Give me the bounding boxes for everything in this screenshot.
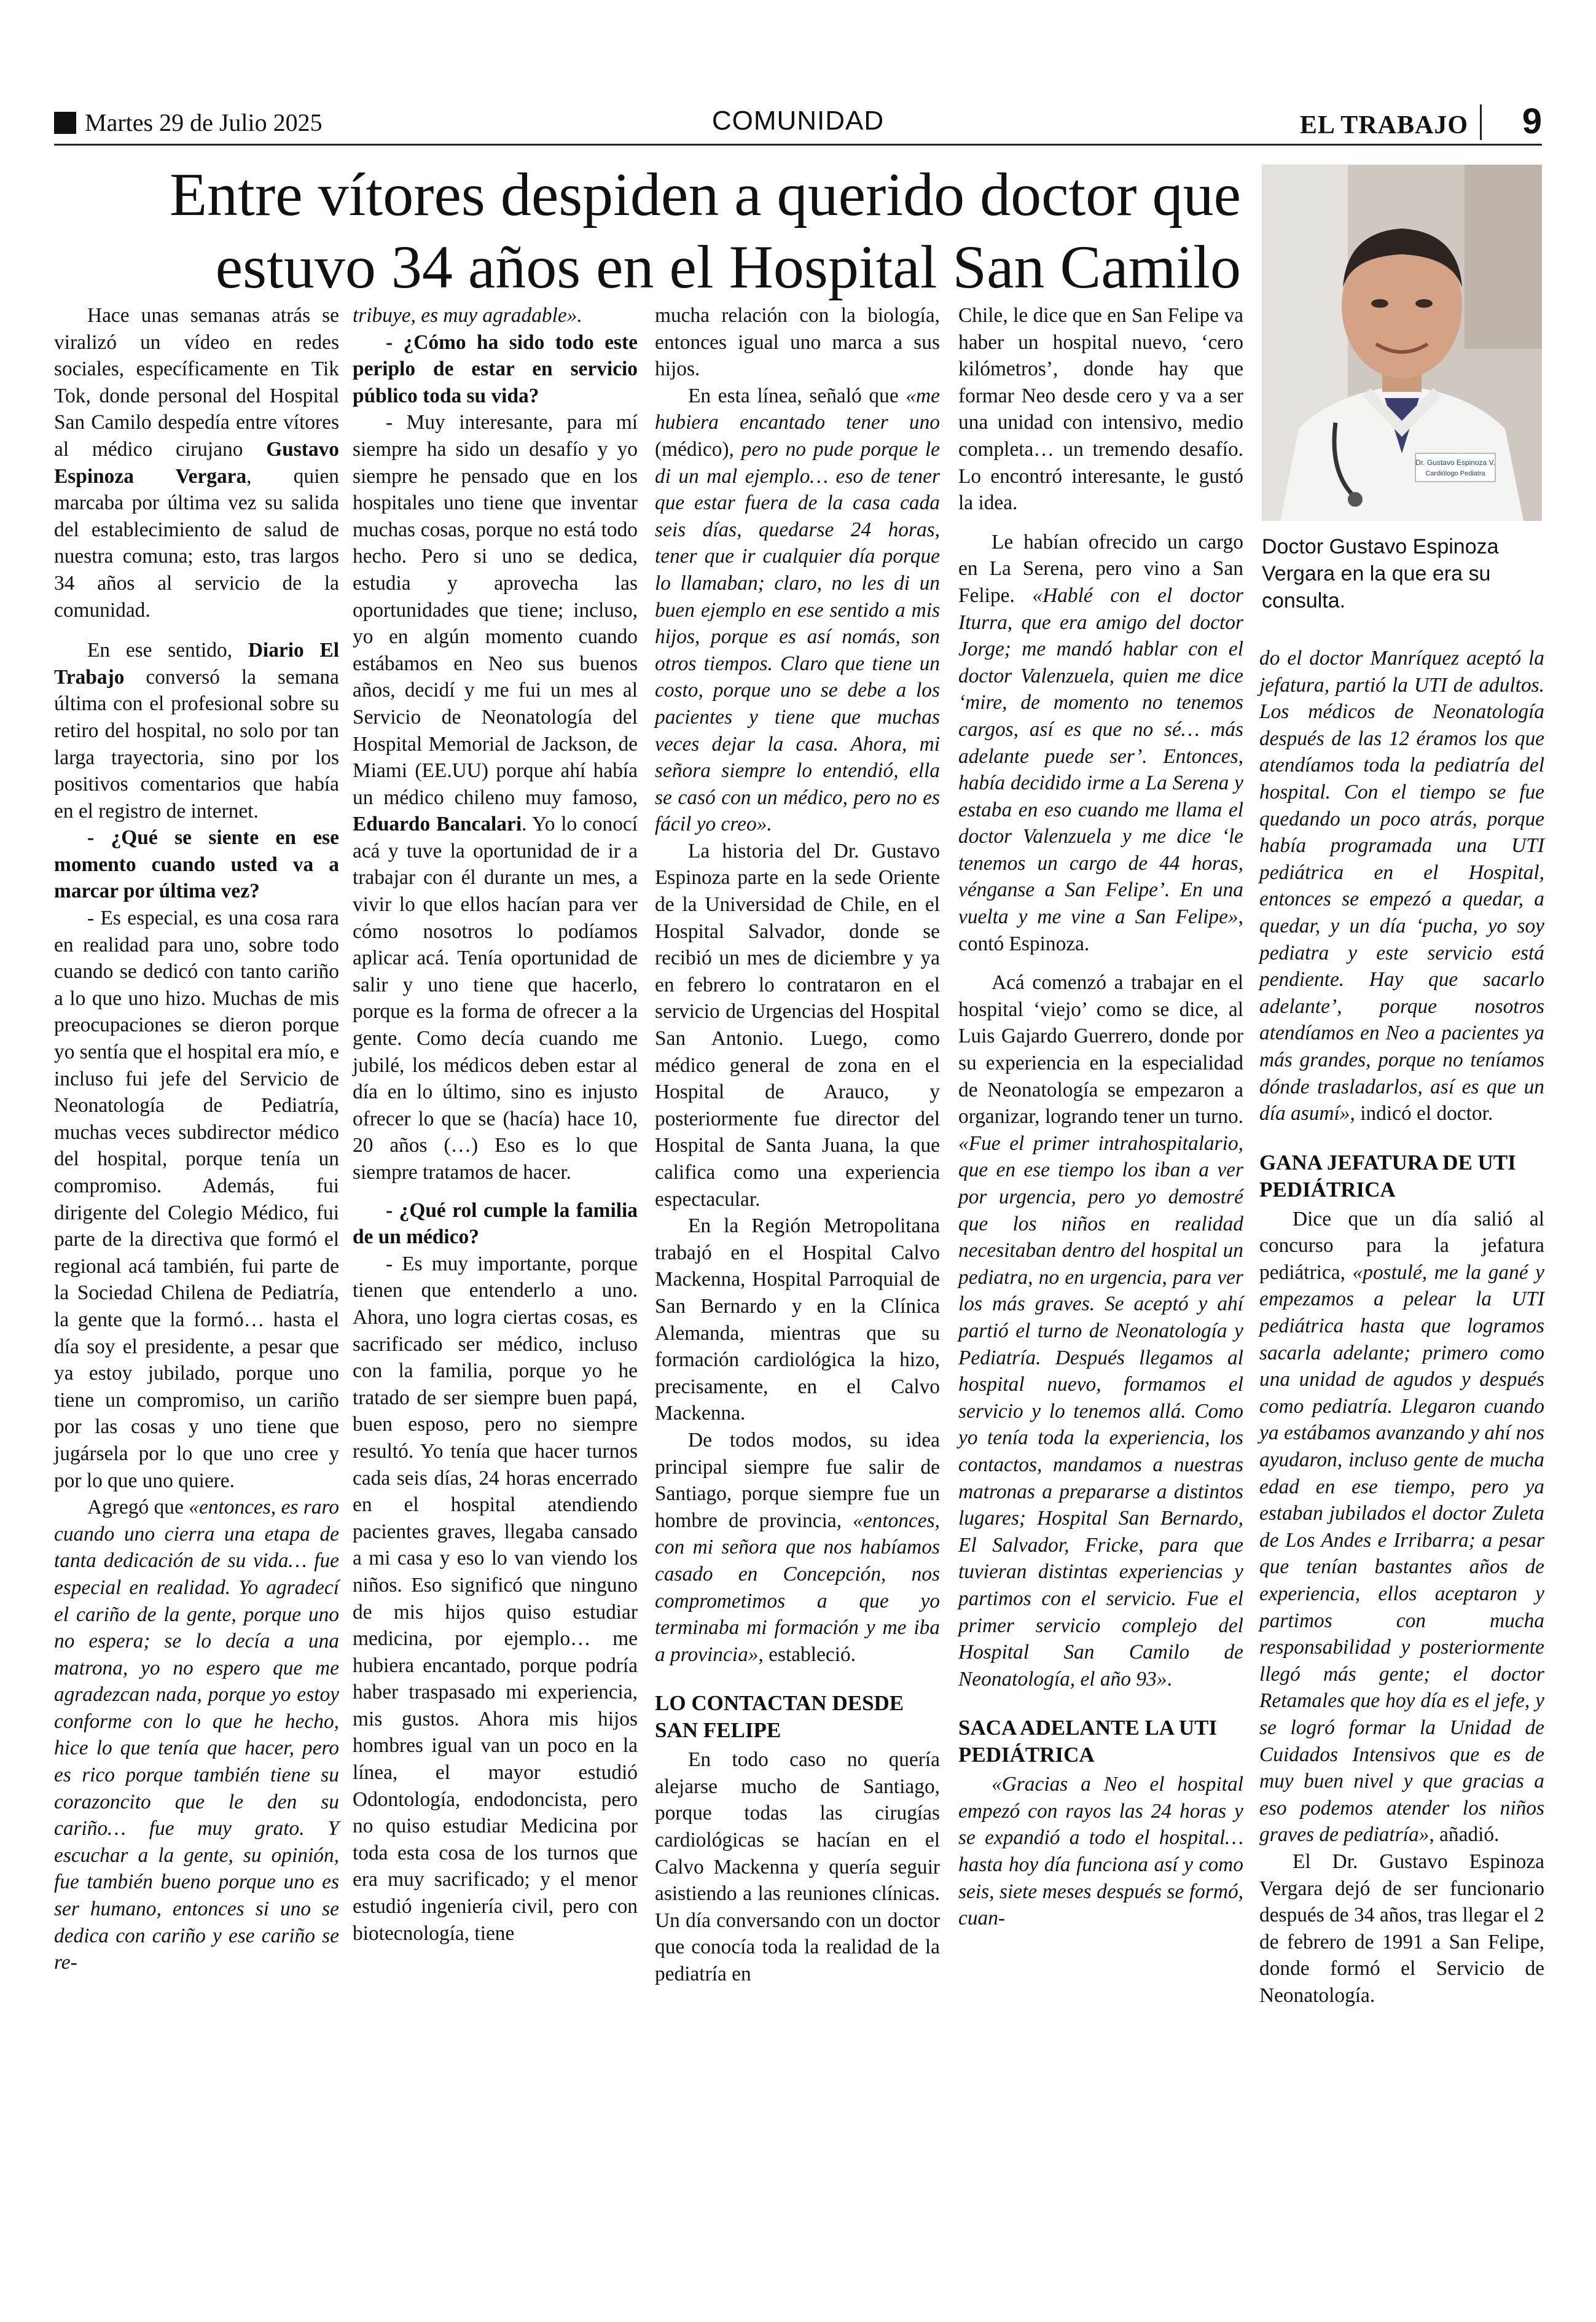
doctor-photo <box>1262 165 1542 521</box>
column-3 <box>655 302 940 1988</box>
paragraph <box>958 969 1243 1692</box>
paragraph: Chile, le dice que en San Felipe va haber un hospital nuevo, ‘cero kilómetros’, donde hay que formar Neo desde cero y va a ser una unidad con intensivo, medio completa… un tremendo desafío. Lo encontró interesante, le gustó la idea. <box>958 304 1243 515</box>
paragraph: - Es especial, es una cosa rara en realidad para uno, sobre todo cuando se dedicó con tanto cariño a lo que uno hizo. Muchas de mis preocupaciones se dieron porque yo sentía que el hospital era mío, e incluso fui jefe del Servicio de Neonatología de Pediatría, muchas veces subdirector médico del hospital, porque tenía un compromiso. Además, fui dirigente del Colegio Médico, fui parte de la directiva que formó el regional acá también, fui parte de la Sociedad Chilena de Pediatría, la gente que la formó… hasta el día soy el presidente, a pesar que ya estoy jubilado, porque uno tiene un compromiso, un cariño por las cosas y uno tiene que jugársela por lo que uno cree y por lo que uno quiere. <box>54 907 339 1492</box>
quote: «postulé, me la gané y empezamos a pelear la UTI pediátrica hasta que logramos sacarla adelante; primero como una unidad de agudos y después como pediatría. Llegaron cuando ya estábamos avanzando y ahí nos ayudaron, incluso gente de mucha edad en ese tiempo, pero ya estaban jubilados el doctor Zuleta de Los Andes e Irribarra; a pesar que tenían bastantes años de experiencia, ellos aceptaron y partimos con mucha responsabilidad y posteriormente llegó más gente; el doctor Retamales que hoy día es el jefe, y se logró formar la Unidad de Cuidados Intensivos que es de muy buen nivel y que gracias a eso podemos atender los niños graves de pediatría» <box>1259 1261 1544 1847</box>
paragraph <box>54 637 339 824</box>
column-2 <box>353 302 638 1947</box>
paragraph: La historia del Dr. Gustavo Espinoza parte en la sede Oriente de la Universidad de Chile, en el Hospital Salvador, donde se recibió un mes de diciembre y ya en febrero lo contrataron en el servicio de Urgencias del Hospital San Antonio. Luego, como médico general de zona en el Hospital de Arauco, y posteriormente fue director del Hospital de Santa Juana, la que califica como una experiencia espectacular. <box>655 839 940 1211</box>
quote: «Fue el primer intrahospitalario, que en ese tiempo los iban a ver por urgencia, pero yo demostré que los niños en realidad necesitaban dentro del hospital un pediatra, no en urgencia, para ver los más graves. Se aceptó y ahí partió el turno de Neonatología y Pediatría. Después llegamos al hospital nuevo, formamos el servicio y lo tenemos allá. Como yo tenía toda la experiencia, los contactos, mandamos a nuestras matronas a prepararse a distintos lugares; Hospital San Bernardo, El Salvador, Fricke, para que tuvieran distintas experiencias y partimos con el servicio. Fue el primer servicio complejo del Hospital San Camilo de Neonatología, el año 93» <box>958 1132 1243 1691</box>
coat-embroidery-specialty: Cardiólogo Pediatra <box>1425 470 1485 477</box>
interview-question: - ¿Cómo ha sido todo este periplo de estar en servicio público toda su vida? <box>353 330 638 407</box>
quote: «entonces, es raro cuando uno cierra una etapa de tanta dedicación de su vida… fue especial en realidad. Yo agradecí el cariño de la gente, porque uno no espera; se lo decía a una matrona, yo no espero que me agradezcan nada, porque yo estoy conforme con lo que he hecho, hice lo que tenía que hacer, pero es rico porque también tiene su corazoncito que le den su cariño… fue muy grato. Y escuchar a la gente, su opinión, fue también bueno porque uno es ser humano, entonces si uno se dedica con cariño y ese cariño se re- <box>54 1496 339 1974</box>
subheading: LO CONTACTAN DESDE SAN FELIPE <box>655 1691 904 1743</box>
paragraph <box>1259 645 1544 1127</box>
photo-caption: Doctor Gustavo Espinoza Vergara en la que era su consulta. <box>1262 535 1499 612</box>
text-run: , contó Espinoza. <box>958 905 1243 955</box>
text-run: Acá comenzó a trabajar en el hospital ‘viejo’ como se dice, al Luis Gajardo Guerrero, donde por su experiencia en la especialidad de Neonatología se empezaron a organizar, logrando tener un turno. <box>958 971 1243 1128</box>
text-run: Dice que un día salió al concurso para la jefatura pediátrica, <box>1259 1207 1544 1284</box>
text-run: . <box>1167 1667 1172 1691</box>
paragraph <box>655 383 940 838</box>
title-line-2: estuvo 34 años en el Hospital San Camilo <box>215 233 1241 301</box>
subheading: GANA JEFATURA DE UTI PEDIÁTRICA <box>1259 1150 1516 1202</box>
paragraph: mucha relación con la biología, entonces igual uno marca a sus hijos. <box>655 304 940 381</box>
quote: do el doctor Manríquez aceptó la jefatura, partió la UTI de adultos. Los médicos de Neonatología después de las 12 éramos los que atendíamos toda la pediatría del hospital. Con el tiempo se fue quedando un poco atrás, porque había programada una UTI pediátrica en el Hospital, entonces se empezó a quedar, a quedar, y un día ‘pucha, yo soy pediatra y este servicio está pendiente. Hay que sacarlo adelante’, porque nosotros atendíamos en Neo a pacientes ya más grandes, porque no teníamos dónde trasladarlos, así es que un día asumí» <box>1259 647 1544 1125</box>
interview-question: - ¿Qué rol cumple la familia de un médico? <box>353 1198 638 1249</box>
quote: «me hubiera encantado tener uno <box>655 384 940 434</box>
text-run: - Muy interesante, para mí siempre ha sido un desafío y yo siempre he pensado que en los hospitales uno tiene que inventar muchas cosas, porque no está todo hecho. Pero si uno se dedica, estudia y aprovecha las oportunidades que tiene; incluso, yo en algún momento cuando estábamos en Neo sus buenos años, decidí y me fui un mes al Servicio de Neonatología del Hospital Memorial de Jackson, de Miami (EE.UU) porque ahí había un médico chileno muy famoso, <box>353 411 638 809</box>
text-run: Hace unas semanas atrás se viralizó un vídeo en redes sociales, específicamente en Tik Tok, donde personal del Hospital San Camilo despedía entre vítores al médico cirujano <box>54 304 339 461</box>
coat-embroidery-name: Dr. Gustavo Espinoza V. <box>1415 458 1495 467</box>
paragraph: El Dr. Gustavo Espinoza Vergara dejó de ser funcionario después de 34 años, tras llegar el 2 de febrero de 1991 a San Felipe, donde formó el Servicio de Neonatología. <box>1259 1850 1544 2007</box>
quote: «Gracias a Neo el hospital empezó con rayos las 24 horas y se expandió a todo el hospital… hasta hoy día funciona así y como seis, siete meses después se formó, cuan- <box>958 1773 1243 1930</box>
section-name: COMUNIDAD <box>711 106 885 136</box>
column-1 <box>54 302 339 1976</box>
text-run: En ese sentido, <box>87 639 248 662</box>
header-divider <box>1480 104 1482 140</box>
paragraph <box>655 1427 940 1668</box>
issue-date-text: Martes 29 de Julio 2025 <box>85 109 323 136</box>
text-run: , estableció. <box>758 1643 856 1666</box>
page-number: 9 <box>1522 101 1542 141</box>
text-run: De todos modos, su idea principal siempre fue salir de Santiago, porque siempre fue un hombre de provincia, <box>655 1428 940 1532</box>
paragraph <box>54 302 339 624</box>
paragraph <box>958 1771 1243 1932</box>
text-run: . Yo lo conocí acá y tuve la oportunidad de ir a trabajar con él durante un mes, a vivir lo que ellos hacían para ver cómo nosotros lo podíamos aplicar acá. Tenía oportunidad de salir y uno tiene que hacerlo, porque es la forma de ofrecer a la gente. Como decía cuando me jubilé, los médicos deben estar al día en lo último, sino es injusto ofrecer lo que se (hacía) hace 10, 20 años (…) Eso es lo que siempre tratamos de hacer. <box>353 813 638 1184</box>
newspaper-mention: Diario El Trabajo <box>54 639 339 689</box>
paragraph: En la Región Metropolitana trabajó en el Hospital Calvo Mackenna, Hospital Parroquial de San Bernardo y en la Clínica Alemanda, mientras que su formación cardiológica la hizo, precisamente, en el Calvo Mackenna. <box>655 1214 940 1425</box>
text-run: Le habían ofrecido un cargo en La Serena, pero vino a San Felipe. <box>958 530 1243 607</box>
interview-question: - ¿Qué se siente en ese momento cuando usted va a marcar por última vez? <box>54 826 339 903</box>
text-run: En esta línea, señaló que <box>688 384 906 407</box>
paragraph <box>958 529 1243 958</box>
quote: , pero no pude porque le di un mal ejemplo… eso de tener que estar fuera de la casa cada seis días, quedarse 24 horas, tener que ir cualquier día porque lo llamaban; claro, no les di un buen ejemplo en ese sentido a mis hijos, porque es así nomás, son otros tiempos. Claro que tiene un costo, porque uno se debe a los pacientes y tiene que muchas veces dejar la casa. Ahora, mi señora siempre lo entendió, ella se casó con un médico, pero no es fácil yo creo». <box>655 437 940 836</box>
page-header <box>54 101 1542 146</box>
paragraph <box>1259 1206 1544 1848</box>
paragraph: En todo caso no quería alejarse mucho de Santiago, porque todas las cirugías cardiológicas se hacían en el Calvo Mackenna y quería seguir asistiendo a las reuniones clínicas. Un día conversando con un doctor que conocía toda la realidad de la pediatría en <box>655 1748 940 1986</box>
quote: «Hablé con el doctor Iturra, que era amigo del doctor Jorge; me mandó hablar con el doctor Valenzuela, quien me dice ‘mire, de momento no tenemos cargos, así es que no sé… más adelante puede ser’. Entonces, había decidido irme a La Serena y estaba en eso cuando me llama el doctor Valenzuela y me dice ‘le tenemos un cargo de 44 horas, vénganse a San Felipe’. En una vuelta y me vine a San Felipe» <box>958 584 1244 929</box>
paragraph <box>353 409 638 1186</box>
person-name: Eduardo Bancalari <box>353 813 522 836</box>
column-4 <box>958 302 1243 1932</box>
paragraph <box>353 302 638 329</box>
text-run: (médico) <box>655 437 729 461</box>
quote: «entonces, con mi señora que nos habíamos casado en Concepción, nos comprometimos a que yo terminaba mi formación y me iba a provincia» <box>655 1509 940 1666</box>
quote: tribuye, es muy agradable». <box>353 304 582 327</box>
text-run: Agregó que <box>87 1496 189 1519</box>
doctor-name: Gustavo Espinoza Vergara <box>54 437 339 488</box>
text-run: , indicó el doctor. <box>1350 1102 1493 1125</box>
paragraph: - Es muy importante, porque tienen que entenderlo a uno. Ahora, uno logra ciertas cosas, es sacrificado ser médico, incluso con la familia, porque yo he tratado de ser siempre buen papá, buen esposo, pero no siempre resultó. Yo tenía que hacer turnos cada seis días, 24 horas encerrado en el hospital atendiendo pacientes graves, llegaba cansado a mi casa y eso lo van viendo los niños. Eso significó que ninguno de mis hijos quiso estudiar medicina, por ejemplo… me hubiera encantado, porque podría haber traspasado mi experiencia, mis gustos. Ahora mis hijos hombres igual van un poco en la línea, el mayor estudió Odontología, endodoncista, pero no quiso estudiar Medicina por toda esta cosa de los turnos que era muy sacrificado; y el menor estudió ingeniería civil, pero con biotecnología, tiene <box>353 1252 638 1945</box>
article-title <box>141 158 1241 303</box>
newspaper-name: EL TRABAJO <box>1299 111 1468 139</box>
doctor-portrait-illustration <box>1262 165 1542 521</box>
text-run: conversó la semana última con el profesional sobre su retiro del hospital, no solo por tan larga trayectoria, sino por los positivos comentarios que había en el registro de internet. <box>54 665 339 823</box>
column-5 <box>1259 645 1544 2009</box>
text-run: , quien marcaba por última vez su salida del establecimiento de salud de nuestra comuna; esto, tras largos 34 años al servicio de la comunidad. <box>54 464 339 622</box>
text-run: , añadió. <box>1429 1823 1500 1847</box>
title-line-1: Entre vítores despiden a querido doctor que <box>170 160 1241 229</box>
subheading: SACA ADELANTE LA UTI PEDIÁTRICA <box>958 1716 1218 1767</box>
paragraph <box>54 1494 339 1976</box>
